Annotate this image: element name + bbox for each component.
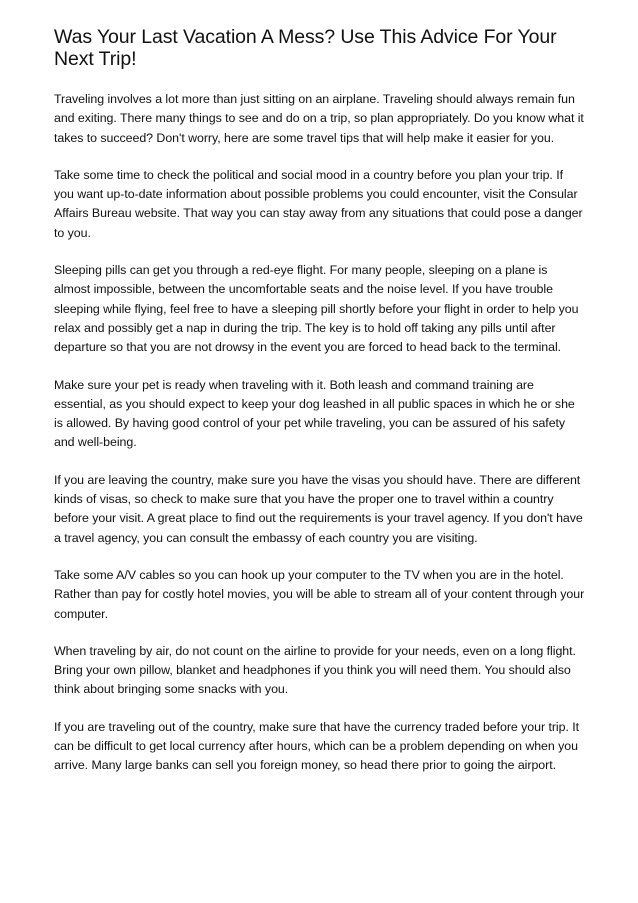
paragraph-4: Make sure your pet is ready when traveling with it. Both leash and command training are essential, as you should expect to keep your dog leashed in all public spaces in which he or she is allowed. By having good control of your pet while traveling, you can be assured of his safety and well-being. <box>54 377 575 450</box>
paragraph-1: Traveling involves a lot more than just sitting on an airplane. Traveling should always remain fun and exiting. There many things to see and do on a trip, so plan appropriately. Do you know what it takes to succeed? Don't worry, here are some travel tips that will help make it easier for you. <box>54 92 584 145</box>
paragraph-5: If you are leaving the country, make sure you have the visas you should have. There are different kinds of visas, so check to make sure that you have the proper one to travel within a country before your visit. A great place to find out the requirements is your travel agency. If you don't have a travel agency, you can consult the embassy of each country you are visiting. <box>54 472 583 545</box>
paragraph-3: Sleeping pills can get you through a red-eye flight. For many people, sleeping on a plane is almost impossible, between the uncomfortable seats and the noise level. If you have trouble sleeping while flying, feel free to have a sleeping pill shortly before your flight in order to help you relax and possibly get a nap in during the trip. The key is to hold off taking any pills until after departure so that you are not drowsy in the event you are forced to head back to the terminal. <box>54 263 579 355</box>
document-title: Was Your Last Vacation A Mess? Use This Advice For Your Next Trip! <box>54 26 557 70</box>
paragraph-8: If you are traveling out of the country, make sure that have the currency traded before your trip. It can be difficult to get local currency after hours, which can be a problem depending on when you arrive. Many large banks can sell you foreign money, so head there prior to going the airport. <box>54 719 580 773</box>
paragraph-6: Take some A/V cables so you can hook up your computer to the TV when you are in the hotel. Rather than pay for costly hotel movies, you will be able to stream all of your content through your computer. <box>54 567 585 621</box>
paragraph-7: When traveling by air, do not count on the airline to provide for your needs, even on a long flight. Bring your own pillow, blanket and headphones if you think you will need them. You should also think about bringing some snacks with you. <box>54 643 576 697</box>
document-page <box>54 26 586 794</box>
paragraph-2: Take some time to check the political and social mood in a country before you plan your trip. If you want up-to-date information about possible problems you could encounter, visit the Consular Affairs Bureau website. That way you can stay away from any situations that could pose a danger to you. <box>54 167 583 240</box>
